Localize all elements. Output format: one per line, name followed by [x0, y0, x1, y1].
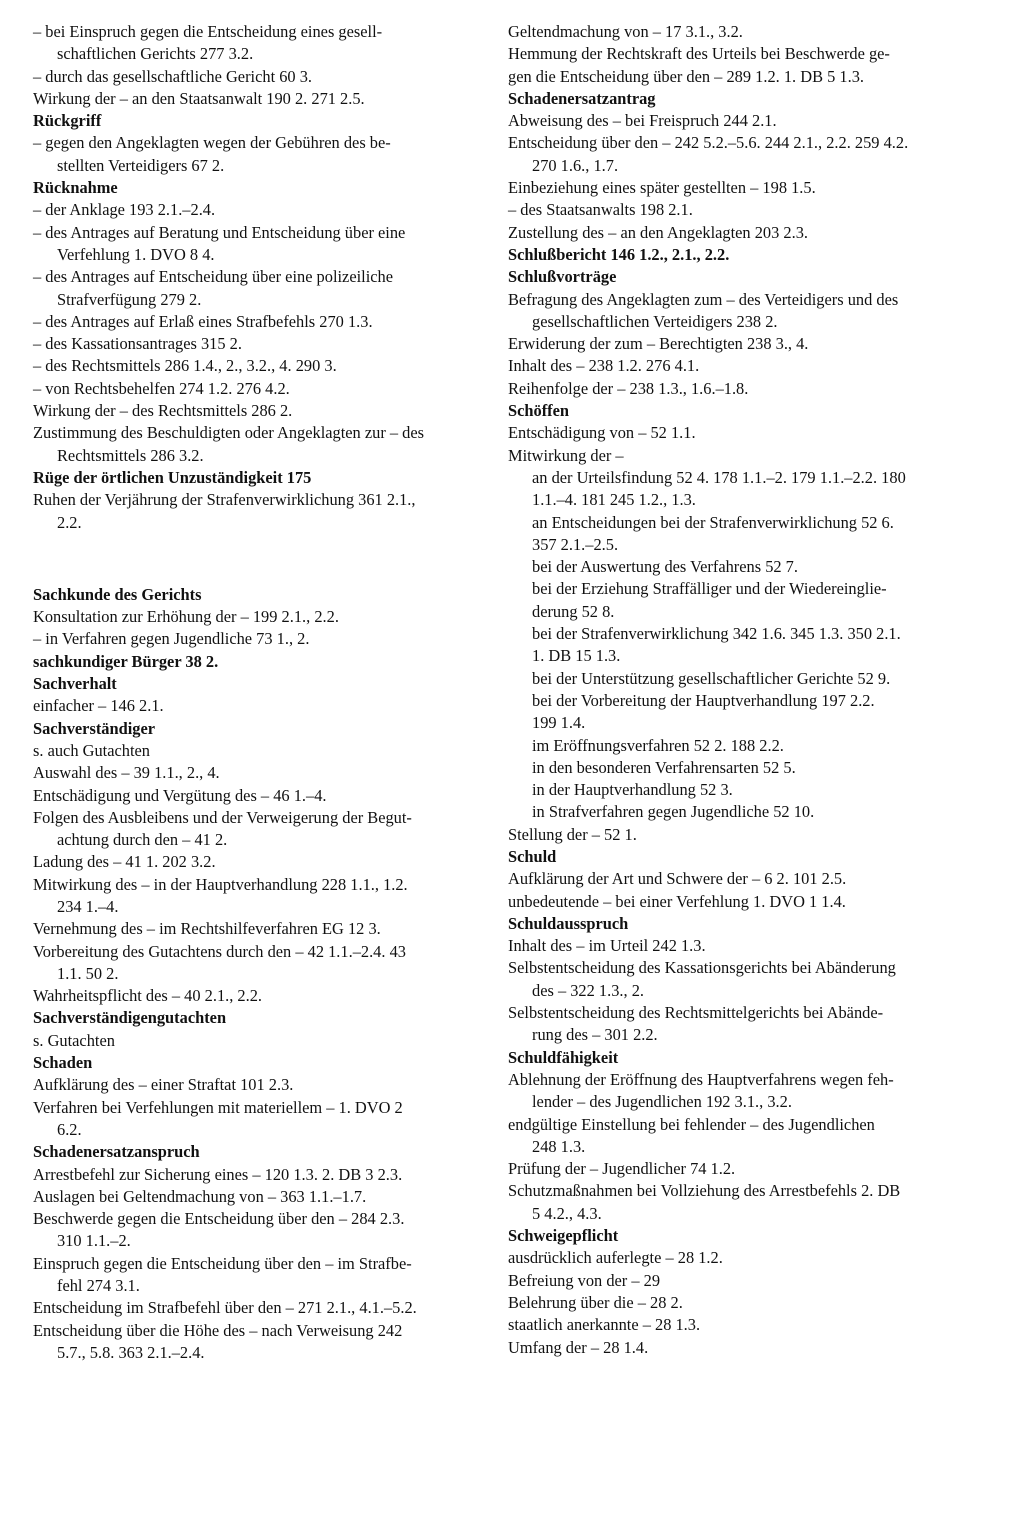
- index-heading: Rückgriff: [33, 111, 102, 131]
- index-entry: Ladung des – 41 1. 202 3.2.: [33, 852, 216, 872]
- index-entry: Inhalt des – im Urteil 242 1.3.: [508, 936, 706, 956]
- index-entry: derung 52 8.: [532, 601, 615, 621]
- index-heading: Schweigepflicht: [508, 1226, 619, 1246]
- index-entry: Ablehnung der Eröffnung des Hauptverfahrens wegen feh-: [508, 1069, 894, 1089]
- index-entry: Einbeziehung eines später gestellten – 198 1.5.: [508, 178, 816, 198]
- index-entry: Befragung des Angeklagten zum – des Verteidigers und des: [508, 289, 899, 309]
- index-heading: Sachkunde des Gerichts: [33, 584, 202, 604]
- index-entry: Einspruch gegen die Entscheidung über den – im Strafbe-: [33, 1253, 412, 1273]
- index-entry: Vernehmung des – im Rechtshilfeverfahren EG 12 3.: [33, 919, 381, 939]
- index-entry: bei der Strafenverwirklichung 342 1.6. 345 1.3. 350 2.1.: [532, 624, 901, 644]
- index-entry: Mitwirkung des – in der Hauptverhandlung 228 1.1., 1.2.: [33, 874, 408, 894]
- index-entry: – des Rechtsmittels 286 1.4., 2., 3.2., 4. 290 3.: [33, 356, 337, 376]
- index-entry: Belehrung über die – 28 2.: [508, 1292, 683, 1312]
- index-heading: Rüge der örtlichen Unzuständigkeit 175: [33, 467, 312, 487]
- index-entry: einfacher – 146 2.1.: [33, 696, 164, 716]
- index-entry: 1. DB 15 1.3.: [532, 646, 621, 666]
- index-entry: 1.1. 50 2.: [57, 963, 119, 983]
- index-entry: Reihenfolge der – 238 1.3., 1.6.–1.8.: [508, 378, 749, 398]
- index-entry: 234 1.–4.: [57, 896, 119, 916]
- index-column-left: [33, 21, 478, 1364]
- index-heading: Sachverständigengutachten: [33, 1008, 227, 1028]
- index-entry: 248 1.3.: [532, 1136, 586, 1156]
- index-entry: Mitwirkung der –: [508, 445, 624, 465]
- index-entry: rung des – 301 2.2.: [532, 1025, 658, 1045]
- index-entry: Entscheidung im Strafbefehl über den – 271 2.1., 4.1.–5.2.: [33, 1298, 417, 1318]
- index-entry: – in Verfahren gegen Jugendliche 73 1., 2.: [33, 629, 310, 649]
- index-entry: achtung durch den – 41 2.: [57, 830, 228, 850]
- index-entry: Auswahl des – 39 1.1., 2., 4.: [33, 763, 220, 783]
- index-entry: 1.1.–4. 181 245 1.2., 1.3.: [532, 490, 696, 510]
- index-heading: Schadenersatzantrag: [508, 88, 656, 108]
- index-entry: – des Antrages auf Beratung und Entscheidung über eine: [33, 222, 406, 242]
- index-entry: gesellschaftlichen Verteidigers 238 2.: [532, 311, 778, 331]
- index-heading: Schuldfähigkeit: [508, 1047, 619, 1067]
- index-entry: Entschädigung von – 52 1.1.: [508, 423, 696, 443]
- index-entry: Strafverfügung 279 2.: [57, 289, 202, 309]
- index-entry: bei der Unterstützung gesellschaftlicher Gerichte 52 9.: [532, 668, 891, 688]
- index-entry: Arrestbefehl zur Sicherung eines – 120 1.3. 2. DB 3 2.3.: [33, 1164, 403, 1184]
- index-entry: 270 1.6., 1.7.: [532, 155, 619, 175]
- index-heading: sachkundiger Bürger 38 2.: [33, 651, 219, 671]
- index-entry: 199 1.4.: [532, 713, 586, 733]
- index-entry: – des Antrages auf Entscheidung über eine polizeiliche: [33, 267, 394, 287]
- index-entry: im Eröffnungsverfahren 52 2. 188 2.2.: [532, 735, 784, 755]
- index-entry: bei der Vorbereitung der Hauptverhandlung 197 2.2.: [532, 690, 875, 710]
- index-entry: Stellung der – 52 1.: [508, 824, 637, 844]
- index-entry: 6.2.: [57, 1119, 82, 1139]
- index-entry: 357 2.1.–2.5.: [532, 534, 619, 554]
- index-entry: in den besonderen Verfahrensarten 52 5.: [532, 757, 796, 777]
- index-entry: lender – des Jugendlichen 192 3.1., 3.2.: [532, 1092, 792, 1112]
- index-entry: Selbstentscheidung des Kassationsgerichts bei Abänderung: [508, 958, 896, 978]
- index-entry: s. Gutachten: [33, 1030, 115, 1050]
- index-heading: Sachverhalt: [33, 674, 117, 694]
- index-entry: stellten Verteidigers 67 2.: [57, 155, 225, 175]
- index-entry: Rechtsmittels 286 3.2.: [57, 445, 204, 465]
- index-entry: Abweisung des – bei Freispruch 244 2.1.: [508, 111, 777, 131]
- index-entry: Auslagen bei Geltendmachung von – 363 1.1.–1.7.: [33, 1186, 367, 1206]
- index-entry: 2.2.: [57, 512, 82, 532]
- index-entry: – gegen den Angeklagten wegen der Gebühren des be-: [33, 133, 391, 153]
- index-entry: Wirkung der – des Rechtsmittels 286 2.: [33, 401, 293, 421]
- index-entry: an Entscheidungen bei der Strafenverwirklichung 52 6.: [532, 512, 894, 532]
- index-entry: Hemmung der Rechtskraft des Urteils bei Beschwerde ge-: [508, 44, 890, 64]
- index-entry: – der Anklage 193 2.1.–2.4.: [33, 200, 216, 220]
- index-entry: Folgen des Ausbleibens und der Verweigerung der Begut-: [33, 807, 412, 827]
- index-entry: – des Staatsanwalts 198 2.1.: [508, 200, 693, 220]
- index-entry: Entscheidung über die Höhe des – nach Verweisung 242: [33, 1320, 403, 1340]
- index-entry: – durch das gesellschaftliche Gericht 60 3.: [33, 66, 313, 86]
- index-entry: des – 322 1.3., 2.: [532, 980, 644, 1000]
- index-heading: Schuld: [508, 846, 557, 866]
- index-heading: Schlußbericht 146 1.2., 2.1., 2.2.: [508, 244, 730, 264]
- index-entry: Ruhen der Verjährung der Strafenverwirklichung 361 2.1.,: [33, 490, 416, 510]
- index-entry: Verfahren bei Verfehlungen mit materiellem – 1. DVO 2: [33, 1097, 403, 1117]
- index-entry: Befreiung von der – 29: [508, 1270, 661, 1290]
- index-entry: bei der Auswertung des Verfahrens 52 7.: [532, 557, 798, 577]
- index-entry: Selbstentscheidung des Rechtsmittelgerichts bei Abände-: [508, 1003, 884, 1023]
- index-entry: in Strafverfahren gegen Jugendliche 52 10.: [532, 802, 815, 822]
- index-entry: 5.7., 5.8. 363 2.1.–2.4.: [57, 1342, 205, 1362]
- index-entry: – des Antrages auf Erlaß eines Strafbefehls 270 1.3.: [33, 311, 373, 331]
- index-entry: Aufklärung der Art und Schwere der – 6 2. 101 2.5.: [508, 869, 847, 889]
- index-entry: Entscheidung über den – 242 5.2.–5.6. 244 2.1., 2.2. 259 4.2.: [508, 133, 909, 153]
- index-entry: Geltendmachung von – 17 3.1., 3.2.: [508, 22, 743, 41]
- index-entry: Prüfung der – Jugendlicher 74 1.2.: [508, 1159, 736, 1179]
- index-entry: ausdrücklich auferlegte – 28 1.2.: [508, 1248, 723, 1268]
- index-entry: Schutzmaßnahmen bei Vollziehung des Arrestbefehls 2. DB: [508, 1181, 901, 1201]
- index-entry: 310 1.1.–2.: [57, 1231, 131, 1251]
- index-entry: in der Hauptverhandlung 52 3.: [532, 780, 733, 800]
- index-entry: Wirkung der – an den Staatsanwalt 190 2. 271 2.5.: [33, 88, 365, 108]
- index-entry: – von Rechtsbehelfen 274 1.2. 276 4.2.: [33, 378, 290, 398]
- section-gap: [33, 534, 478, 584]
- index-entry: Aufklärung des – einer Straftat 101 2.3.: [33, 1075, 294, 1095]
- index-entry: – des Kassationsantrages 315 2.: [33, 334, 242, 354]
- index-heading: Schaden: [33, 1053, 93, 1073]
- index-entry: Vorbereitung des Gutachtens durch den – 42 1.1.–2.4. 43: [33, 941, 406, 961]
- index-entry: gen die Entscheidung über den – 289 1.2. 1. DB 5 1.3.: [508, 66, 864, 86]
- index-entry: Inhalt des – 238 1.2. 276 4.1.: [508, 356, 700, 376]
- index-column-right: [508, 21, 956, 1359]
- index-entry: Erwiderung der zum – Berechtigten 238 3., 4.: [508, 334, 809, 354]
- index-heading: Rücknahme: [33, 178, 118, 198]
- index-entry: Verfehlung 1. DVO 8 4.: [57, 244, 215, 264]
- index-entry: endgültige Einstellung bei fehlender – des Jugendlichen: [508, 1114, 875, 1134]
- index-entry: schaftlichen Gerichts 277 3.2.: [57, 44, 254, 64]
- index-entry: an der Urteilsfindung 52 4. 178 1.1.–2. 179 1.1.–2.2. 180: [532, 467, 906, 487]
- index-entry: s. auch Gutachten: [33, 740, 150, 760]
- index-entry: Entschädigung und Vergütung des – 46 1.–4.: [33, 785, 327, 805]
- index-entry: Umfang der – 28 1.4.: [508, 1337, 649, 1357]
- index-entry: fehl 274 3.1.: [57, 1276, 140, 1296]
- index-entry: bei der Erziehung Straffälliger und der Wiedereinglie-: [532, 579, 887, 599]
- index-entry: – bei Einspruch gegen die Entscheidung eines gesell-: [33, 22, 383, 41]
- index-heading: Schöffen: [508, 401, 570, 421]
- index-entry: Konsultation zur Erhöhung der – 199 2.1., 2.2.: [33, 607, 339, 627]
- index-entry: Wahrheitspflicht des – 40 2.1., 2.2.: [33, 986, 263, 1006]
- index-entry: Zustellung des – an den Angeklagten 203 2.3.: [508, 222, 808, 242]
- index-entry: staatlich anerkannte – 28 1.3.: [508, 1315, 701, 1335]
- index-entry: Zustimmung des Beschuldigten oder Angeklagten zur – des: [33, 423, 425, 443]
- index-heading: Schlußvorträge: [508, 267, 617, 287]
- index-entry: 5 4.2., 4.3.: [532, 1203, 602, 1223]
- index-heading: Sachverständiger: [33, 718, 156, 738]
- index-heading: Schadenersatzanspruch: [33, 1142, 200, 1162]
- index-entry: unbedeutende – bei einer Verfehlung 1. DVO 1 1.4.: [508, 891, 846, 911]
- index-entry: Beschwerde gegen die Entscheidung über den – 284 2.3.: [33, 1209, 405, 1229]
- index-heading: Schuldausspruch: [508, 913, 629, 933]
